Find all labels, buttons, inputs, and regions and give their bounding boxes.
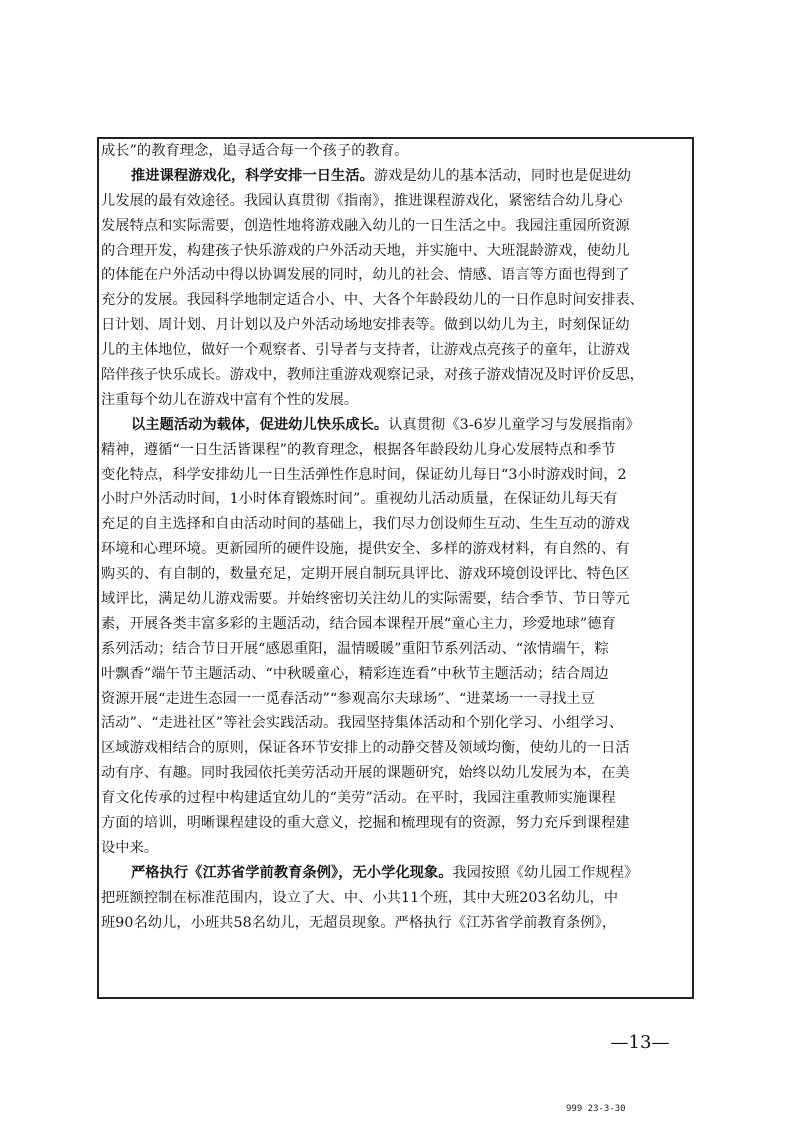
text-line bbox=[101, 836, 691, 861]
text-line bbox=[101, 413, 691, 438]
text-line bbox=[101, 338, 691, 363]
text-line bbox=[101, 587, 691, 612]
text-line bbox=[101, 189, 691, 214]
line-text: 资源开展“走进生态园一一觅春活动”“参观高尔夫球场”、“进菜场一一寻找土豆 bbox=[101, 690, 595, 707]
text-line bbox=[101, 239, 691, 264]
line-text: 注重每个幼儿在游戏中富有个性的发展。 bbox=[101, 391, 359, 408]
page-number: —13— bbox=[610, 1032, 670, 1053]
text-line bbox=[101, 811, 691, 836]
footer-stamp: 999 23-3-30 bbox=[566, 1104, 626, 1114]
line-text: 认真贯彻《3-6岁儿童学习与发展指南》 bbox=[388, 416, 640, 433]
line-text: 叶飘香”端午节主题活动、“中秋暖童心，精彩连连看”中秋节主题活动；结合周边 bbox=[101, 665, 609, 682]
text-line bbox=[101, 139, 691, 164]
text-line bbox=[101, 711, 691, 736]
text-line bbox=[101, 388, 691, 413]
text-line bbox=[101, 861, 691, 886]
line-text: 我园按照《幼儿园工作规程》 bbox=[452, 864, 639, 881]
text-line bbox=[101, 612, 691, 637]
line-text: 方面的培训，明晰课程建设的重大意义，挖掘和梳理现有的资源，努力充斥到课程建 bbox=[101, 815, 630, 832]
line-text: 的体能在户外活动中得以协调发展的同时，幼儿的社会、情感、语言等方面也得到了 bbox=[101, 267, 630, 284]
line-text: 区域游戏相结合的原则，保证各环节安排上的动静交替及领域均衡，使幼儿的一日活 bbox=[101, 740, 630, 757]
line-text: 班90名幼儿，小班共58名幼儿，无超员现象。严格执行《江苏省学前教育条例》， bbox=[101, 914, 617, 931]
line-text: 的合理开发，构建孩子快乐游戏的户外活动天地，并实施中、大班混龄游戏，使幼儿 bbox=[101, 242, 630, 259]
line-text: 系列活动；结合节日开展“感恩重阳，温情暖暖”重阳节系列活动、“浓情端午，粽 bbox=[101, 640, 609, 657]
text-line bbox=[101, 886, 691, 911]
line-text: 陪伴孩子快乐成长。游戏中，教师注重游戏观察记录，对孩子游戏情况及时评价反思， bbox=[101, 367, 644, 384]
paragraph-heading: 推进课程游戏化，科学安排一日生活。 bbox=[131, 167, 374, 184]
text-line bbox=[101, 761, 691, 786]
line-text: 成长”的教育理念，追寻适合每一个孩子的教育。 bbox=[101, 143, 409, 159]
text-line bbox=[101, 562, 691, 587]
line-text: 素，开展各类丰富多彩的主题活动，结合园本课程开展“童心主力，珍爱地球”德育 bbox=[101, 615, 616, 632]
document-body bbox=[101, 139, 691, 936]
line-text: 精神，遵循“一日生活皆课程”的教育理念，根据各年龄段幼儿身心发展特点和季节 bbox=[101, 441, 616, 458]
text-line bbox=[101, 363, 691, 388]
line-text: 发展特点和实际需要，创造性地将游戏融入幼儿的一日生活之中。我园注重园所资源 bbox=[101, 217, 630, 234]
line-text: 环境和心理环境。更新园所的硬件设施，提供安全、多样的游戏材料，有自然的、有 bbox=[101, 541, 630, 558]
line-text: 域评比，满足幼儿游戏需要。并始终密切关注幼儿的实际需要，结合季节、节日等元 bbox=[101, 591, 630, 608]
line-text: 动有序、有趣。同时我园依托美劳活动开展的课题研究，始终以幼儿发展为本，在美 bbox=[101, 765, 630, 782]
line-text: 育文化传承的过程中构建适宜幼儿的“美劳”活动。在平时，我园注重教师实施课程 bbox=[101, 790, 616, 807]
text-line bbox=[101, 637, 691, 662]
text-line bbox=[101, 512, 691, 537]
line-text: 充分的发展。我园科学地制定适合小、中、大各个年龄段幼儿的一日作息时间安排表、 bbox=[101, 292, 644, 309]
line-text: 购买的、有自制的，数量充足，定期开展自制玩具评比、游戏环境创设评比、特色区 bbox=[101, 566, 630, 583]
text-line bbox=[101, 313, 691, 338]
text-line bbox=[101, 736, 691, 761]
text-line bbox=[101, 438, 691, 463]
line-text: 儿发展的最有效途径。我园认真贯彻《指南》，推进课程游戏化，紧密结合幼儿身心 bbox=[101, 192, 623, 209]
line-text: 游戏是幼儿的基本活动，同时也是促进幼 bbox=[373, 167, 632, 184]
text-line bbox=[101, 164, 691, 189]
text-line bbox=[101, 487, 691, 512]
text-line bbox=[101, 662, 691, 687]
line-text: 设中来。 bbox=[101, 839, 159, 856]
line-text: 变化特点，科学安排幼儿一日生活弹性作息时间，保证幼儿每日“3小时游戏时间，2 bbox=[101, 466, 627, 483]
text-line bbox=[101, 537, 691, 562]
line-text: 把班额控制在标准范围内，设立了大、中、小共11个班，其中大班203名幼儿，中 bbox=[101, 889, 619, 906]
text-line bbox=[101, 463, 691, 488]
paragraph-heading: 以主题活动为载体，促进幼儿快乐成长。 bbox=[131, 416, 389, 433]
paragraph-heading: 严格执行《江苏省学前教育条例》，无小学化现象。 bbox=[131, 864, 453, 881]
text-line bbox=[101, 214, 691, 239]
line-text: 活动”、“走进社区”等社会实践活动。我园坚持集体活动和个别化学习、小组学习、 bbox=[101, 715, 624, 732]
line-text: 儿的主体地位，做好一个观察者、引导者与支持者，让游戏点亮孩子的童年，让游戏 bbox=[101, 342, 630, 359]
line-text: 充足的自主选择和自由活动时间的基础上，我们尽力创设师生互动、生生互动的游戏 bbox=[101, 516, 630, 533]
text-line bbox=[101, 263, 691, 288]
text-line bbox=[101, 786, 691, 811]
line-text: 日计划、周计划、月计划以及户外活动场地安排表等。做到以幼儿为主，时刻保证幼 bbox=[101, 317, 630, 334]
line-text: 小时户外活动时间，1小时体育锻炼时间”。重视幼儿活动质量，在保证幼儿每天有 bbox=[101, 491, 618, 508]
text-line bbox=[101, 687, 691, 712]
text-line bbox=[101, 911, 691, 936]
text-line bbox=[101, 288, 691, 313]
